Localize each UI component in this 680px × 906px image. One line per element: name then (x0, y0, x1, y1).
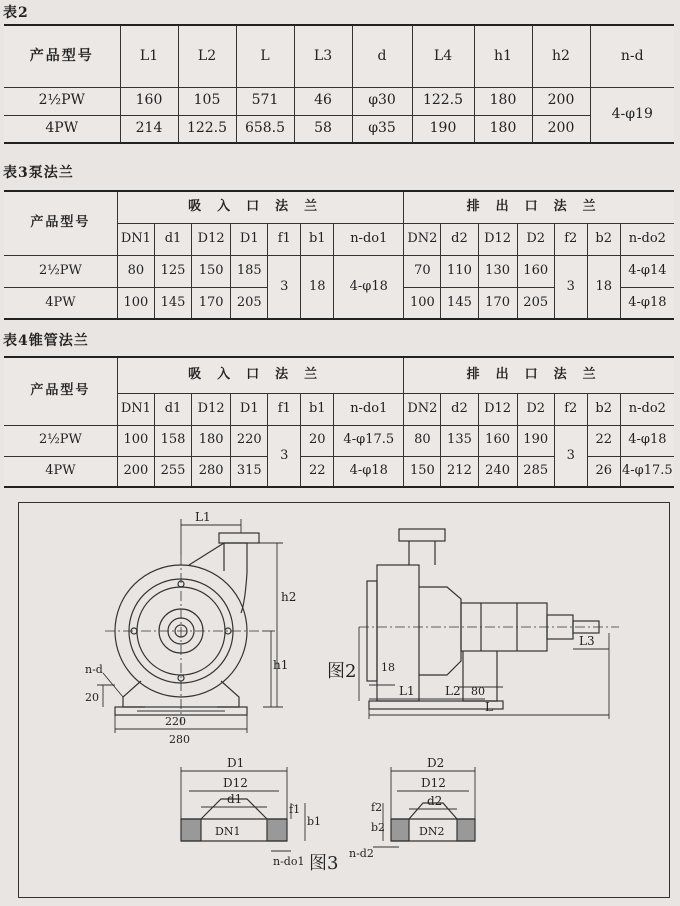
table3-caption: 表3泵法兰 (3, 165, 74, 181)
col-header-model: 产品型号 (4, 25, 120, 87)
figure2-label: 图2 (327, 661, 357, 682)
cell: 160 (517, 255, 554, 287)
col-header: D12 (478, 393, 517, 425)
cell: 4-φ18 (334, 456, 404, 487)
figure3-label: 图3 (309, 853, 339, 874)
dim-f1: f1 (289, 803, 301, 816)
cell: 100 (404, 287, 441, 319)
col-header: f1 (268, 223, 301, 255)
cell: 190 (412, 115, 474, 143)
col-header: h2 (532, 25, 590, 87)
cell: 160 (478, 425, 517, 456)
table4-caption: 表4锥管法兰 (3, 333, 89, 349)
table-row (4, 115, 674, 143)
col-header: n-do1 (334, 393, 404, 425)
col-header: L2 (178, 25, 236, 87)
dim-280: 280 (169, 733, 190, 746)
dim-L3: L3 (579, 634, 595, 648)
cell: 145 (154, 287, 191, 319)
cell: 20 (301, 425, 334, 456)
cell: 22 (301, 456, 334, 487)
dim-nd-left: n-do1 (273, 855, 305, 868)
cell: 4-φ18 (620, 287, 674, 319)
cell: 150 (192, 255, 231, 287)
cell: 100 (117, 287, 154, 319)
cell: 4-φ17.5 (334, 425, 404, 456)
dim-L1-side: L1 (399, 684, 415, 698)
cell: 4-φ14 (620, 255, 674, 287)
dim-nd: n-d (85, 663, 103, 676)
col-header: d1 (154, 393, 191, 425)
col-header: n-do2 (620, 223, 674, 255)
col-header-model: 产品型号 (4, 191, 117, 255)
table-row (4, 425, 674, 456)
col-header: b1 (301, 393, 334, 425)
cell: 145 (441, 287, 478, 319)
cell: 205 (517, 287, 554, 319)
table3-group-row (4, 191, 674, 223)
col-header: b1 (301, 223, 334, 255)
model-cell: 4PW (4, 287, 117, 319)
cell: 214 (120, 115, 178, 143)
col-header-model: 产品型号 (4, 357, 117, 425)
shared-cell: 3 (268, 255, 301, 319)
cell: 4-φ17.5 (620, 456, 674, 487)
table2-header-row (4, 25, 674, 87)
col-header: n-d (590, 25, 674, 87)
cell: 220 (231, 425, 268, 456)
cell: 658.5 (236, 115, 294, 143)
col-header: d (352, 25, 412, 87)
col-header: b2 (587, 393, 620, 425)
dim-D2: D2 (427, 756, 445, 770)
pump-front-view (105, 533, 265, 725)
dim-220: 220 (165, 715, 186, 728)
cell: 46 (294, 87, 352, 115)
col-header: D1 (231, 393, 268, 425)
shared-cell: 3 (554, 425, 587, 487)
cell: 170 (192, 287, 231, 319)
dim-d1: d1 (227, 792, 243, 806)
shared-cell: 3 (268, 425, 301, 487)
table2-caption: 表2 (3, 5, 29, 21)
col-header: D2 (517, 393, 554, 425)
model-cell: 2½PW (4, 87, 120, 115)
dim-DN1: DN1 (215, 825, 241, 838)
col-header: L (236, 25, 294, 87)
dim-L2: L2 (445, 684, 461, 698)
col-header: d2 (441, 393, 478, 425)
col-header: DN2 (404, 223, 441, 255)
cell: 80 (117, 255, 154, 287)
col-header: DN2 (404, 393, 441, 425)
side-view-dimensions (359, 627, 609, 719)
dim-h2: h2 (281, 590, 297, 604)
cell: 135 (441, 425, 478, 456)
dim-D12-right: D12 (421, 776, 446, 790)
col-header: f1 (268, 393, 301, 425)
cell: 190 (517, 425, 554, 456)
table-row (4, 255, 674, 287)
dim-20: 20 (85, 691, 99, 704)
shared-cell: 3 (554, 255, 587, 319)
table4-group-row (4, 357, 674, 393)
cell: 58 (294, 115, 352, 143)
cell: 105 (178, 87, 236, 115)
model-cell: 4PW (4, 456, 117, 487)
col-header: L1 (120, 25, 178, 87)
group-header-suction: 吸入口法兰 (117, 357, 403, 393)
dim-h1-front: h1 (273, 658, 289, 672)
col-header: d2 (441, 223, 478, 255)
table2 (4, 24, 674, 144)
model-cell: 2½PW (4, 425, 117, 456)
col-header: n-do1 (334, 223, 404, 255)
pump-side-view (359, 529, 619, 709)
cell: 160 (120, 87, 178, 115)
cell: 22 (587, 425, 620, 456)
figure-frame (18, 502, 670, 898)
cell: 200 (532, 87, 590, 115)
model-cell: 2½PW (4, 255, 117, 287)
shared-cell: 18 (587, 255, 620, 319)
cell: 170 (478, 287, 517, 319)
col-header: h1 (474, 25, 532, 87)
cell: φ35 (352, 115, 412, 143)
dim-18-side: 18 (381, 661, 395, 674)
cell: 122.5 (178, 115, 236, 143)
cell: 110 (441, 255, 478, 287)
dim-L1-front: L1 (195, 510, 211, 524)
col-header: D12 (192, 393, 231, 425)
cell: 280 (192, 456, 231, 487)
table-row (4, 87, 674, 115)
cell: 158 (154, 425, 191, 456)
table4 (4, 356, 674, 488)
cell: 80 (404, 425, 441, 456)
cell: 100 (117, 425, 154, 456)
col-header: D1 (231, 223, 268, 255)
cell: 122.5 (412, 87, 474, 115)
table3 (4, 190, 674, 320)
cell: 200 (117, 456, 154, 487)
cell: 150 (404, 456, 441, 487)
cell: 4-φ18 (620, 425, 674, 456)
group-header-suction: 吸入口法兰 (117, 191, 403, 223)
shared-cell: 4-φ18 (334, 255, 404, 319)
front-view-dimensions (97, 519, 283, 733)
cell: 26 (587, 456, 620, 487)
col-header: D2 (517, 223, 554, 255)
dim-D12-left: D12 (223, 776, 248, 790)
model-cell: 4PW (4, 115, 120, 143)
dim-DN2: DN2 (419, 825, 445, 838)
cell: 130 (478, 255, 517, 287)
cell: 255 (154, 456, 191, 487)
dim-b2: b2 (371, 821, 386, 834)
col-header: D12 (192, 223, 231, 255)
dim-d2: d2 (427, 794, 443, 808)
dim-nd-right: n-d2 (349, 847, 374, 860)
cell: 180 (474, 87, 532, 115)
group-header-discharge: 排出口法兰 (404, 357, 674, 393)
cell: 315 (231, 456, 268, 487)
col-header: L3 (294, 25, 352, 87)
col-header: D12 (478, 223, 517, 255)
shared-nd-cell: 4-φ19 (590, 87, 674, 143)
col-header: d1 (154, 223, 191, 255)
drawing-canvas (19, 503, 669, 897)
col-header: f2 (554, 223, 587, 255)
cell: 200 (532, 115, 590, 143)
dim-b1: b1 (307, 815, 322, 828)
col-header: n-do2 (620, 393, 674, 425)
col-header: L4 (412, 25, 474, 87)
cell: 185 (231, 255, 268, 287)
cell: 571 (236, 87, 294, 115)
cell: 212 (441, 456, 478, 487)
cell: 180 (192, 425, 231, 456)
col-header: b2 (587, 223, 620, 255)
col-header: DN1 (117, 223, 154, 255)
shared-cell: 18 (301, 255, 334, 319)
cell: 285 (517, 456, 554, 487)
dim-80: 80 (471, 685, 485, 698)
dim-L: L (485, 700, 493, 714)
cell: 205 (231, 287, 268, 319)
cell: 240 (478, 456, 517, 487)
group-header-discharge: 排出口法兰 (404, 191, 674, 223)
col-header: f2 (554, 393, 587, 425)
col-header: DN1 (117, 393, 154, 425)
cell: 70 (404, 255, 441, 287)
cell: φ30 (352, 87, 412, 115)
cell: 125 (154, 255, 191, 287)
cell: 180 (474, 115, 532, 143)
dim-f2: f2 (371, 801, 383, 814)
dim-D1: D1 (227, 756, 245, 770)
